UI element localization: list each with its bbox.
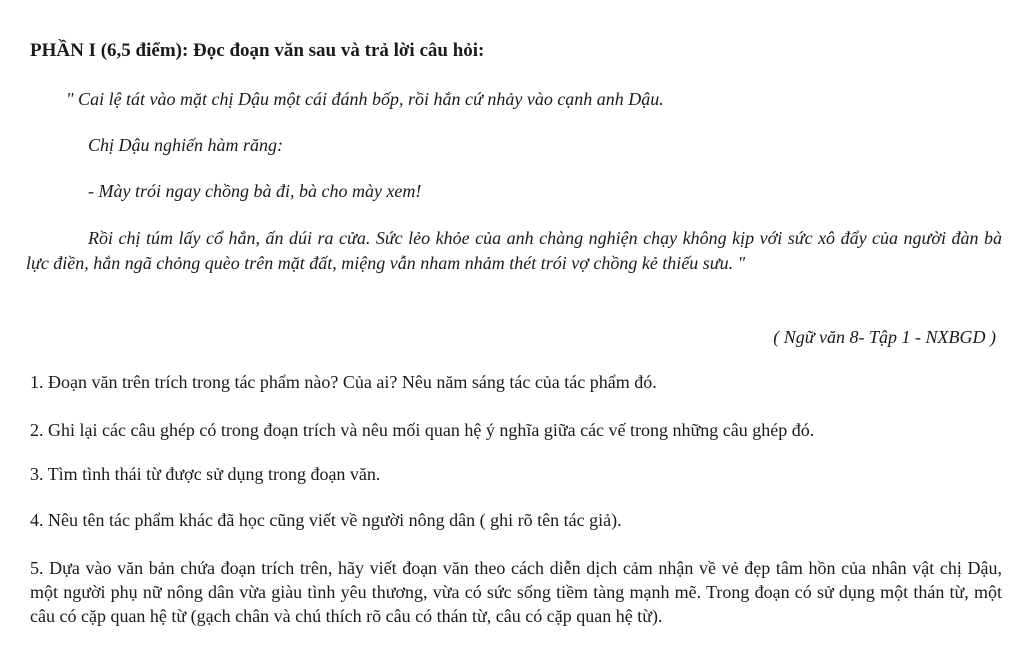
question-2: 2. Ghi lại các câu ghép có trong đoạn trích và nêu mối quan hệ ý nghĩa giữa các vế trong những câu ghép đó. <box>30 420 815 440</box>
question-3: 3. Tìm tình thái từ được sử dụng trong đoạn văn. <box>30 464 381 484</box>
passage-line-2: Chị Dậu nghiến hàm răng: <box>88 135 283 155</box>
question-5: 5. Dựa vào văn bản chứa đoạn trích trên, hãy viết đoạn văn theo cách diễn dịch cảm nhận về vẻ đẹp tâm hồn của nhân vật chị Dậu, một người phụ nữ nông dân vừa giàu tình yêu thương, vừa có sức sống tiềm tàng mạnh mẽ. Trong đoạn có sử dụng một thán từ, một câu có cặp quan hệ từ (gạch chân và chú thích rõ câu có thán từ, câu có cặp quan hệ từ). <box>30 558 1002 626</box>
passage-line-3: - Mày trói ngay chồng bà đi, bà cho mày xem! <box>88 181 422 201</box>
section-heading: PHẦN I (6,5 điểm): Đọc đoạn văn sau và trả lời câu hỏi: <box>30 40 485 61</box>
passage-line-1: " Cai lệ tát vào mặt chị Dậu một cái đánh bốp, rồi hắn cứ nhảy vào cạnh anh Dậu. <box>66 89 664 109</box>
passage-paragraph: Rồi chị túm lấy cổ hắn, ấn dúi ra cửa. Sức lẻo khỏe của anh chàng nghiện chạy không kịp với sức xô đẩy của người đàn bà lực điền, hắn ngã chỏng quèo trên mặt đất, miệng vẫn nham nhảm thét trói vợ chồng kẻ thiếu sưu. " <box>26 228 1002 273</box>
question-4: 4. Nêu tên tác phẩm khác đã học cũng viết về người nông dân ( ghi rõ tên tác giả). <box>30 510 622 530</box>
question-1: 1. Đoạn văn trên trích trong tác phẩm nào? Của ai? Nêu năm sáng tác của tác phẩm đó. <box>30 372 657 392</box>
passage-source: ( Ngữ văn 8- Tập 1 - NXBGD ) <box>773 327 996 347</box>
